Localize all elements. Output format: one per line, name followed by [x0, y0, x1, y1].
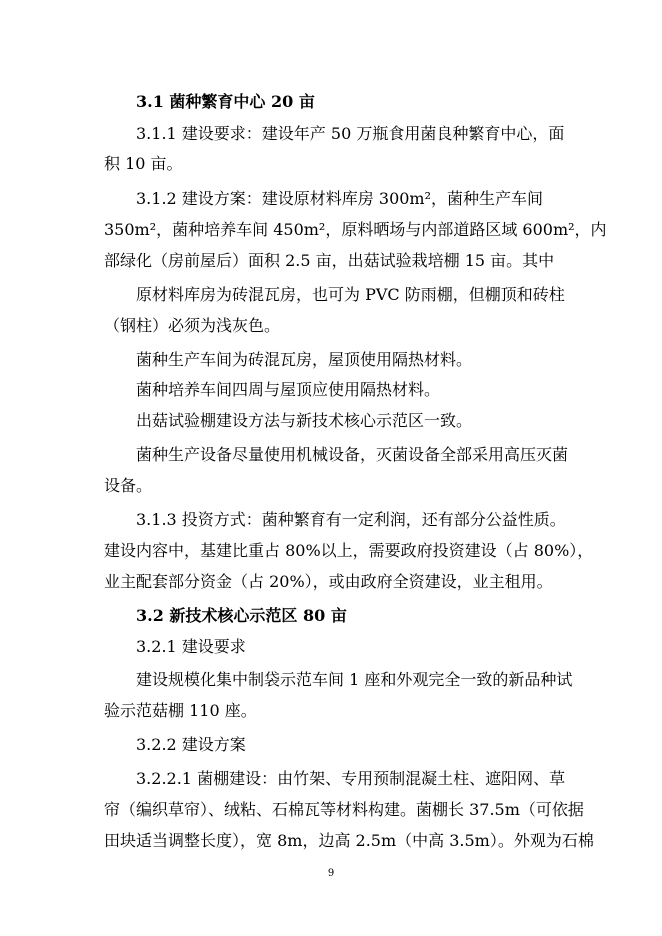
paragraph-line: 原材料库房为砖混瓦房，也可为 PVC 防雨棚，但棚顶和砖柱	[136, 285, 565, 304]
paragraph-line: 建设内容中，基建比重占 80%以上，需要政府投资建设（占 80%），	[104, 541, 594, 560]
heading-3-2: 3.2 新技术核心示范区 80 亩	[136, 606, 347, 625]
paragraph-line: 菌种生产设备尽量使用机械设备，灭菌设备全部采用高压灭菌	[136, 445, 569, 464]
paragraph-line: 验示范菇棚 110 座。	[104, 701, 257, 720]
paragraph-line: 3.2.1 建设要求	[136, 637, 246, 656]
paragraph-line: 业主配套部分资金（占 20%），或由政府全资建设，业主租用。	[104, 572, 553, 591]
paragraph-line: 建设规模化集中制袋示范车间 1 座和外观完全一致的新品种试	[136, 670, 573, 689]
paragraph-line: 出菇试验棚建设方法与新技术核心示范区一致。	[136, 411, 473, 430]
paragraph-line: 田块适当调整长度），宽 8m，边高 2.5m（中高 3.5m）。外观为石棉	[104, 831, 594, 850]
page-number: 9	[327, 868, 335, 879]
heading-3-1: 3.1 菌种繁育中心 20 亩	[136, 92, 315, 111]
paragraph-line: 部绿化（房前屋后）面积 2.5 亩，出菇试验栽培棚 15 亩。其中	[104, 251, 555, 270]
paragraph-line: 3.1.1 建设要求：建设年产 50 万瓶食用菌良种繁育中心，面	[136, 124, 565, 143]
paragraph-line: 3.2.2.1 菌棚建设：由竹架、专用预制混凝土柱、遮阳网、草	[136, 769, 566, 788]
paragraph-line: 帘（编织草帘）、绒粘、石棉瓦等材料构建。菌棚长 37.5m（可依据	[104, 800, 584, 819]
paragraph-line: 设备。	[104, 476, 153, 495]
paragraph-line: 菌种生产车间为砖混瓦房，屋顶使用隔热材料。	[136, 350, 473, 369]
paragraph-line: 3.2.2 建设方案	[136, 735, 246, 754]
paragraph-line: 3.1.3 投资方式：菌种繁育有一定利润，还有部分公益性质。	[136, 510, 566, 529]
paragraph-line: （钢柱）必须为浅灰色。	[104, 316, 281, 335]
paragraph-line: 3.1.2 建设方案：建设原材料库房 300m²，菌种生产车间	[136, 189, 544, 208]
paragraph-line: 菌种培养车间四周与屋顶应使用隔热材料。	[136, 380, 441, 399]
paragraph-line: 积 10 亩。	[104, 154, 183, 173]
paragraph-line: 350m²，菌种培养车间 450m²，原料晒场与内部道路区域 600m²，内	[104, 220, 607, 239]
